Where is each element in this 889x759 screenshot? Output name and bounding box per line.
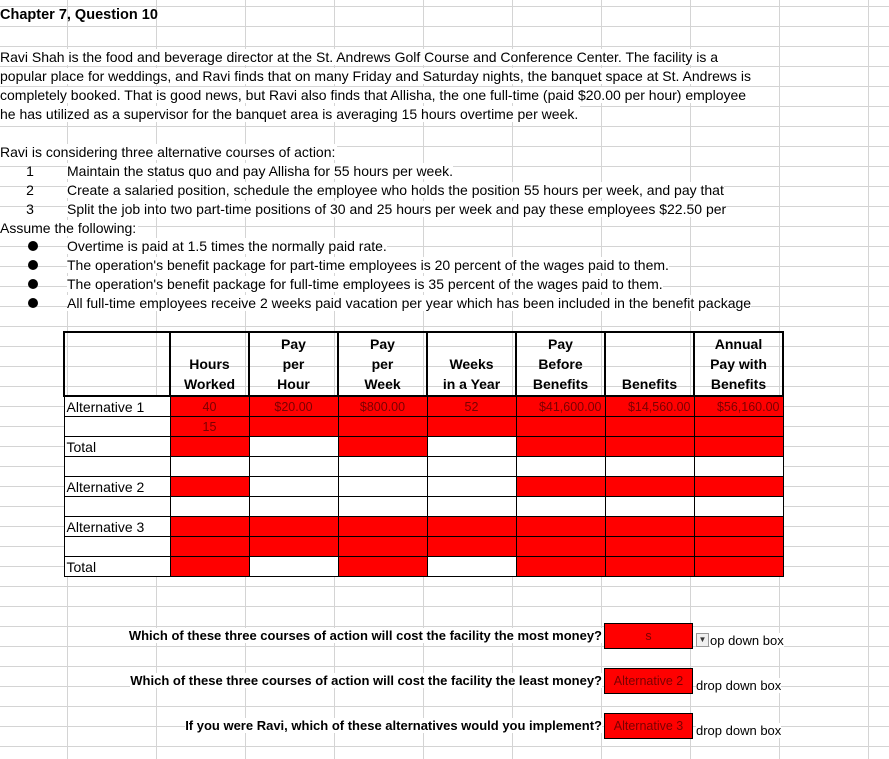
row-label-blank bbox=[64, 537, 170, 557]
course-text: Create a salaried position, schedule the employee who holds the position 55 hours per week, and pay that bbox=[67, 182, 724, 198]
cell-input[interactable] bbox=[427, 517, 516, 537]
table-row-total bbox=[64, 557, 783, 577]
table-spacer-row bbox=[64, 497, 783, 517]
cell-input[interactable] bbox=[427, 537, 516, 557]
cell-input[interactable] bbox=[170, 557, 249, 577]
cell-input[interactable] bbox=[249, 517, 338, 537]
cell-benefits[interactable]: $14,560.00 bbox=[605, 396, 694, 417]
cell-pay-before-benefits[interactable]: $41,600.00 bbox=[516, 396, 605, 417]
bullet-dot bbox=[28, 260, 38, 270]
table-header-row bbox=[64, 332, 783, 396]
cell-input[interactable] bbox=[694, 557, 783, 577]
cell-overtime-hours[interactable]: 15 bbox=[170, 417, 249, 437]
row-label-total: Total bbox=[64, 437, 170, 457]
row-label-alternative-3: Alternative 3 bbox=[64, 517, 170, 537]
header-pay-before-benefits: Pay Before Benefits bbox=[516, 332, 605, 396]
question-most-money: Which of these three courses of action will cost the facility the most money? bbox=[128, 628, 602, 643]
course-text: Split the job into two part-time positions of 30 and 25 hours per week and pay these employees $22.50 per bbox=[67, 201, 727, 217]
page-title: Chapter 7, Question 10 bbox=[0, 7, 158, 23]
header-weeks-in-year: Weeks in a Year bbox=[427, 332, 516, 396]
cell-input[interactable] bbox=[605, 517, 694, 537]
table-row bbox=[64, 396, 783, 417]
chevron-down-icon[interactable]: ▼ bbox=[696, 633, 709, 647]
cell-weeks-in-year[interactable]: 52 bbox=[427, 396, 516, 417]
spacer-cell bbox=[427, 457, 516, 477]
table-row-total bbox=[64, 437, 783, 457]
cell-input[interactable] bbox=[249, 417, 338, 437]
cell-input[interactable] bbox=[338, 537, 427, 557]
cell-input[interactable] bbox=[694, 537, 783, 557]
spacer-cell bbox=[170, 457, 249, 477]
spacer-cell bbox=[338, 497, 427, 517]
cell-input[interactable] bbox=[516, 437, 605, 457]
dropdown-hint: drop down box bbox=[696, 678, 782, 693]
header-blank bbox=[64, 332, 170, 396]
header-hours-worked: Hours Worked bbox=[170, 332, 249, 396]
intro-line-1: Ravi Shah is the food and beverage director at the St. Andrews Golf Course and Conference Center. The facility is a bbox=[0, 49, 719, 65]
cell-input[interactable] bbox=[605, 477, 694, 497]
cell-hours-worked[interactable]: 40 bbox=[170, 396, 249, 417]
course-number: 3 bbox=[26, 201, 34, 217]
spacer-cell bbox=[170, 497, 249, 517]
header-pay-per-week: Pay per Week bbox=[338, 332, 427, 396]
spacer-cell bbox=[694, 457, 783, 477]
spacer-cell bbox=[605, 457, 694, 477]
assume-text: Assume the following: bbox=[0, 220, 137, 236]
bullet-text: The operation's benefit package for part-time employees is 20 percent of the wages paid to them. bbox=[67, 257, 669, 273]
spacer-cell bbox=[605, 497, 694, 517]
cell-input[interactable] bbox=[605, 557, 694, 577]
answer-implement-select[interactable]: Alternative 3 bbox=[604, 713, 693, 739]
intro-line-3: completely booked. That is good news, but Ravi also finds that Allisha, the one full-time (paid $20.00 per hour) employee bbox=[0, 87, 747, 103]
header-pay-per-hour: Pay per Hour bbox=[249, 332, 338, 396]
row-label-alternative-2: Alternative 2 bbox=[64, 477, 170, 497]
dropdown-hint: op down box bbox=[710, 633, 784, 648]
bullet-text: All full-time employees receive 2 weeks paid vacation per year which has been included in the benefit package bbox=[67, 295, 752, 311]
cell-input[interactable] bbox=[605, 437, 694, 457]
course-text: Maintain the status quo and pay Allisha for 55 hours per week. bbox=[67, 163, 454, 179]
course-number: 2 bbox=[26, 182, 34, 198]
cell-input[interactable] bbox=[170, 437, 249, 457]
table-row bbox=[64, 417, 783, 437]
cell-input[interactable] bbox=[170, 537, 249, 557]
dropdown-hint: drop down box bbox=[696, 723, 782, 738]
header-benefits: Benefits bbox=[605, 332, 694, 396]
bullet-text: The operation's benefit package for full-time employees is 35 percent of the wages paid to them. bbox=[67, 276, 663, 292]
table-spacer-row bbox=[64, 457, 783, 477]
cell-input[interactable] bbox=[516, 517, 605, 537]
table-row bbox=[64, 537, 783, 557]
cell-input[interactable] bbox=[338, 557, 427, 577]
header-annual-pay: Annual Pay with Benefits bbox=[694, 332, 783, 396]
cell-input[interactable] bbox=[694, 417, 783, 437]
cell-pay-per-hour[interactable]: $20.00 bbox=[249, 396, 338, 417]
cell-input[interactable] bbox=[516, 417, 605, 437]
bullet-text: Overtime is paid at 1.5 times the normally paid rate. bbox=[67, 238, 387, 254]
cell-annual-pay[interactable]: $56,160.00 bbox=[694, 396, 783, 417]
table-row bbox=[64, 477, 783, 497]
answer-most-money-select[interactable]: s bbox=[604, 623, 693, 649]
spacer-cell bbox=[427, 497, 516, 517]
cell-input[interactable] bbox=[427, 417, 516, 437]
cell-empty bbox=[249, 437, 338, 457]
considering-text: Ravi is considering three alternative courses of action: bbox=[0, 144, 336, 160]
cell-input[interactable] bbox=[249, 537, 338, 557]
cell-input[interactable] bbox=[516, 477, 605, 497]
cell-input[interactable] bbox=[605, 417, 694, 437]
row-label-blank bbox=[64, 417, 170, 437]
intro-line-4: he has utilized as a supervisor for the banquet area is averaging 15 hours overtime per week. bbox=[0, 106, 579, 122]
bullet-dot bbox=[28, 279, 38, 289]
spacer-cell bbox=[249, 457, 338, 477]
course-number: 1 bbox=[26, 163, 34, 179]
cell-empty bbox=[249, 557, 338, 577]
spacer-cell bbox=[694, 497, 783, 517]
cell-input[interactable] bbox=[170, 477, 249, 497]
cell-input[interactable] bbox=[694, 437, 783, 457]
cell-input[interactable] bbox=[338, 517, 427, 537]
cell-input[interactable] bbox=[170, 517, 249, 537]
table-row bbox=[64, 517, 783, 537]
spacer-cell bbox=[516, 497, 605, 517]
spacer-cell bbox=[338, 457, 427, 477]
question-implement: If you were Ravi, which of these alternatives would you implement? bbox=[185, 718, 602, 733]
cell-input[interactable] bbox=[694, 477, 783, 497]
cell-input[interactable] bbox=[694, 517, 783, 537]
alternatives-table bbox=[63, 331, 784, 577]
cell-input[interactable] bbox=[516, 557, 605, 577]
question-least-money: Which of these three courses of action will cost the facility the least money? bbox=[130, 673, 602, 688]
row-label-total: Total bbox=[64, 557, 170, 577]
cell-empty bbox=[249, 477, 338, 497]
bullet-dot bbox=[28, 298, 38, 308]
cell-empty bbox=[427, 477, 516, 497]
cell-pay-per-week[interactable]: $800.00 bbox=[338, 396, 427, 417]
cell-empty bbox=[427, 437, 516, 457]
cell-input[interactable] bbox=[516, 537, 605, 557]
spacer-cell bbox=[249, 497, 338, 517]
bullet-dot bbox=[28, 241, 38, 251]
cell-input[interactable] bbox=[338, 437, 427, 457]
cell-empty bbox=[338, 477, 427, 497]
intro-line-2: popular place for weddings, and Ravi finds that on many Friday and Saturday nights, the banquet space at St. Andrews is bbox=[0, 68, 752, 84]
cell-input[interactable] bbox=[605, 537, 694, 557]
spacer-cell bbox=[64, 457, 170, 477]
row-label-alternative-1: Alternative 1 bbox=[64, 396, 170, 417]
answer-least-money-select[interactable]: Alternative 2 bbox=[604, 668, 693, 694]
cell-empty bbox=[427, 557, 516, 577]
spacer-cell bbox=[516, 457, 605, 477]
cell-input[interactable] bbox=[338, 417, 427, 437]
spacer-cell bbox=[64, 497, 170, 517]
